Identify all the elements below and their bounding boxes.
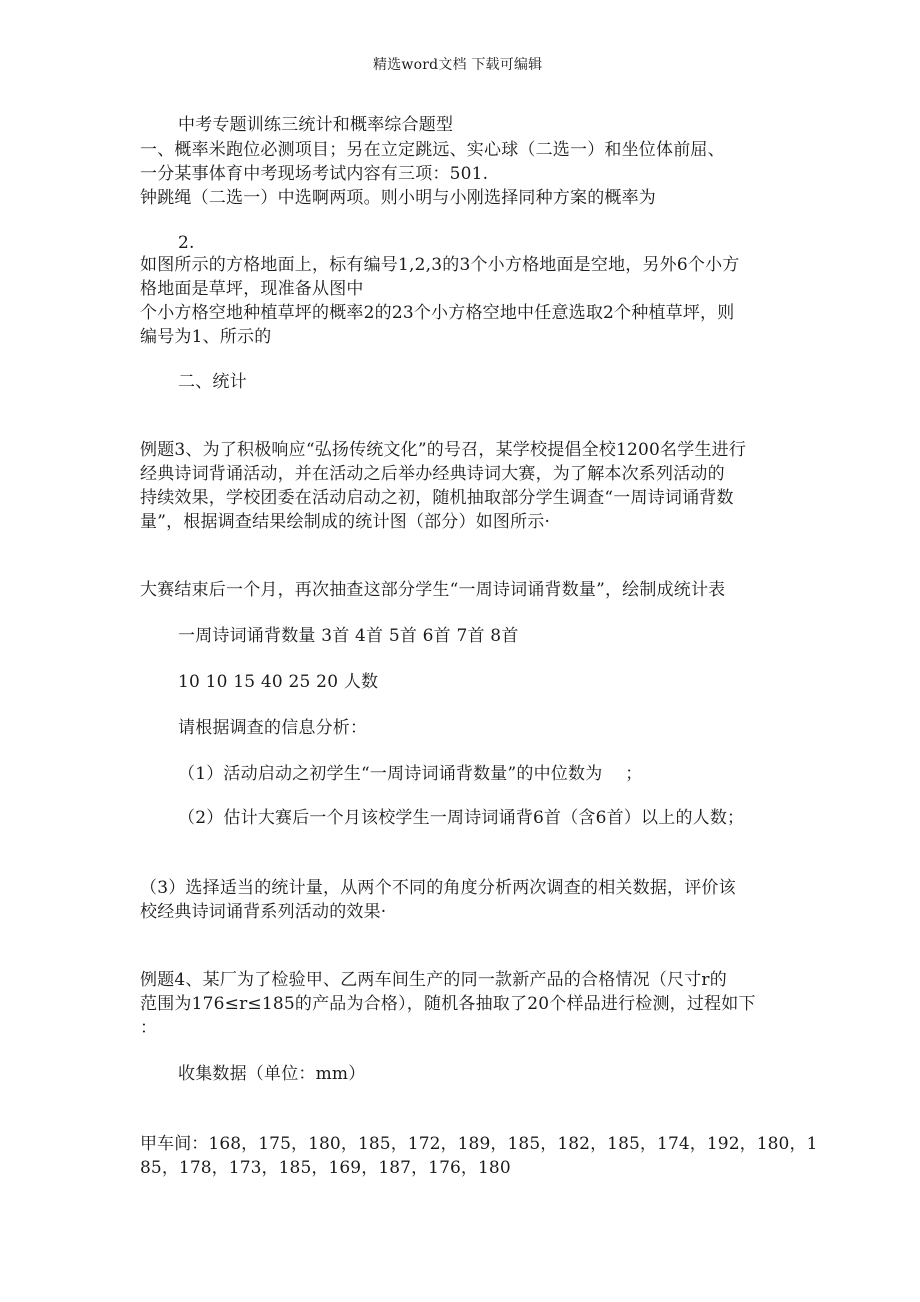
example3-line-3: 持续效果，学校团委在活动启动之初，随机抽取部分学生调查“一周诗词诵背数: [140, 488, 734, 508]
document-title: 中考专题训练三统计和概率综合题型: [178, 115, 454, 135]
item2-line-3: 个小方格空地种植草坪的概率2的23个小方格空地中任意选取2个种植草坪，则: [140, 303, 735, 323]
example3-prompt: 请根据调查的信息分析：: [178, 718, 368, 738]
example3-question-3-line-2: 校经典诗词诵背系列活动的效果·: [140, 902, 387, 922]
section1-line-1: 一、概率米跑位必测项目；另在立定跳远、实心球（二选一）和坐位体前屈、: [140, 140, 725, 160]
example3-question-3-line-1: （3）选择适当的统计量，从两个不同的角度分析两次调查的相关数据，评价该: [140, 878, 736, 898]
section1-line-2: 一分某事体育中考现场考试内容有三项：501.: [140, 164, 489, 184]
example3-line-1: 例题3、为了积极响应“弘扬传统文化”的号召，某学校提倡全校1200名学生进行: [140, 440, 747, 460]
example3-after-contest: 大赛结束后一个月，再次抽查这部分学生“一周诗词诵背数量”，绘制成统计表: [140, 580, 726, 600]
example4-line-1: 例题4、某厂为了检验甲、乙两车间生产的同一款新产品的合格情况（尺寸r的: [140, 970, 727, 990]
stats-table-row-1: 一周诗词诵背数量 3首 4首 5首 6首 7首 8首: [178, 626, 519, 646]
example3-line-2: 经典诗词背诵活动，并在活动之后举办经典诗词大赛，为了解本次系列活动的: [140, 464, 725, 484]
example4-collect-data: 收集数据（单位：mm）: [178, 1064, 366, 1084]
workshop-a-data-line-1: 甲车间：168，175，180，185，172，189，185，182，185，174，192，180，1: [140, 1134, 818, 1154]
example4-line-3: ：: [140, 1018, 158, 1038]
page-header: 精选word文档 下载可编辑: [373, 57, 543, 73]
example3-question-2: （2）估计大赛后一个月该校学生一周诗词诵背6首（含6首）以上的人数；: [178, 808, 745, 828]
item2-line-4: 编号为1、所示的: [140, 327, 272, 347]
item2-line-2: 格地面是草坪，现准备从图中: [140, 279, 364, 299]
section2-heading: 二、统计: [178, 372, 247, 392]
workshop-a-data-line-2: 85，178，173，185，169，187，176，180: [140, 1158, 511, 1178]
example3-line-4: 量”，根据调查结果绘制成的统计图（部分）如图所示·: [140, 512, 551, 532]
item2-number: 2.: [178, 233, 195, 253]
section1-line-3: 钟跳绳（二选一）中选啊两项。则小明与小刚选择同种方案的概率为: [140, 188, 656, 208]
stats-table-row-2: 10 10 15 40 25 20 人数: [178, 672, 379, 692]
example4-line-2: 范围为176≤r≤185的产品为合格），随机各抽取了20个样品进行检测，过程如下: [140, 994, 756, 1014]
example3-question-1: （1）活动启动之初学生“一周诗词诵背数量”的中位数为 ；: [178, 764, 643, 784]
item2-line-1: 如图所示的方格地面上，标有编号1,2,3的3个小方格地面是空地，另外6个小方: [140, 255, 740, 275]
